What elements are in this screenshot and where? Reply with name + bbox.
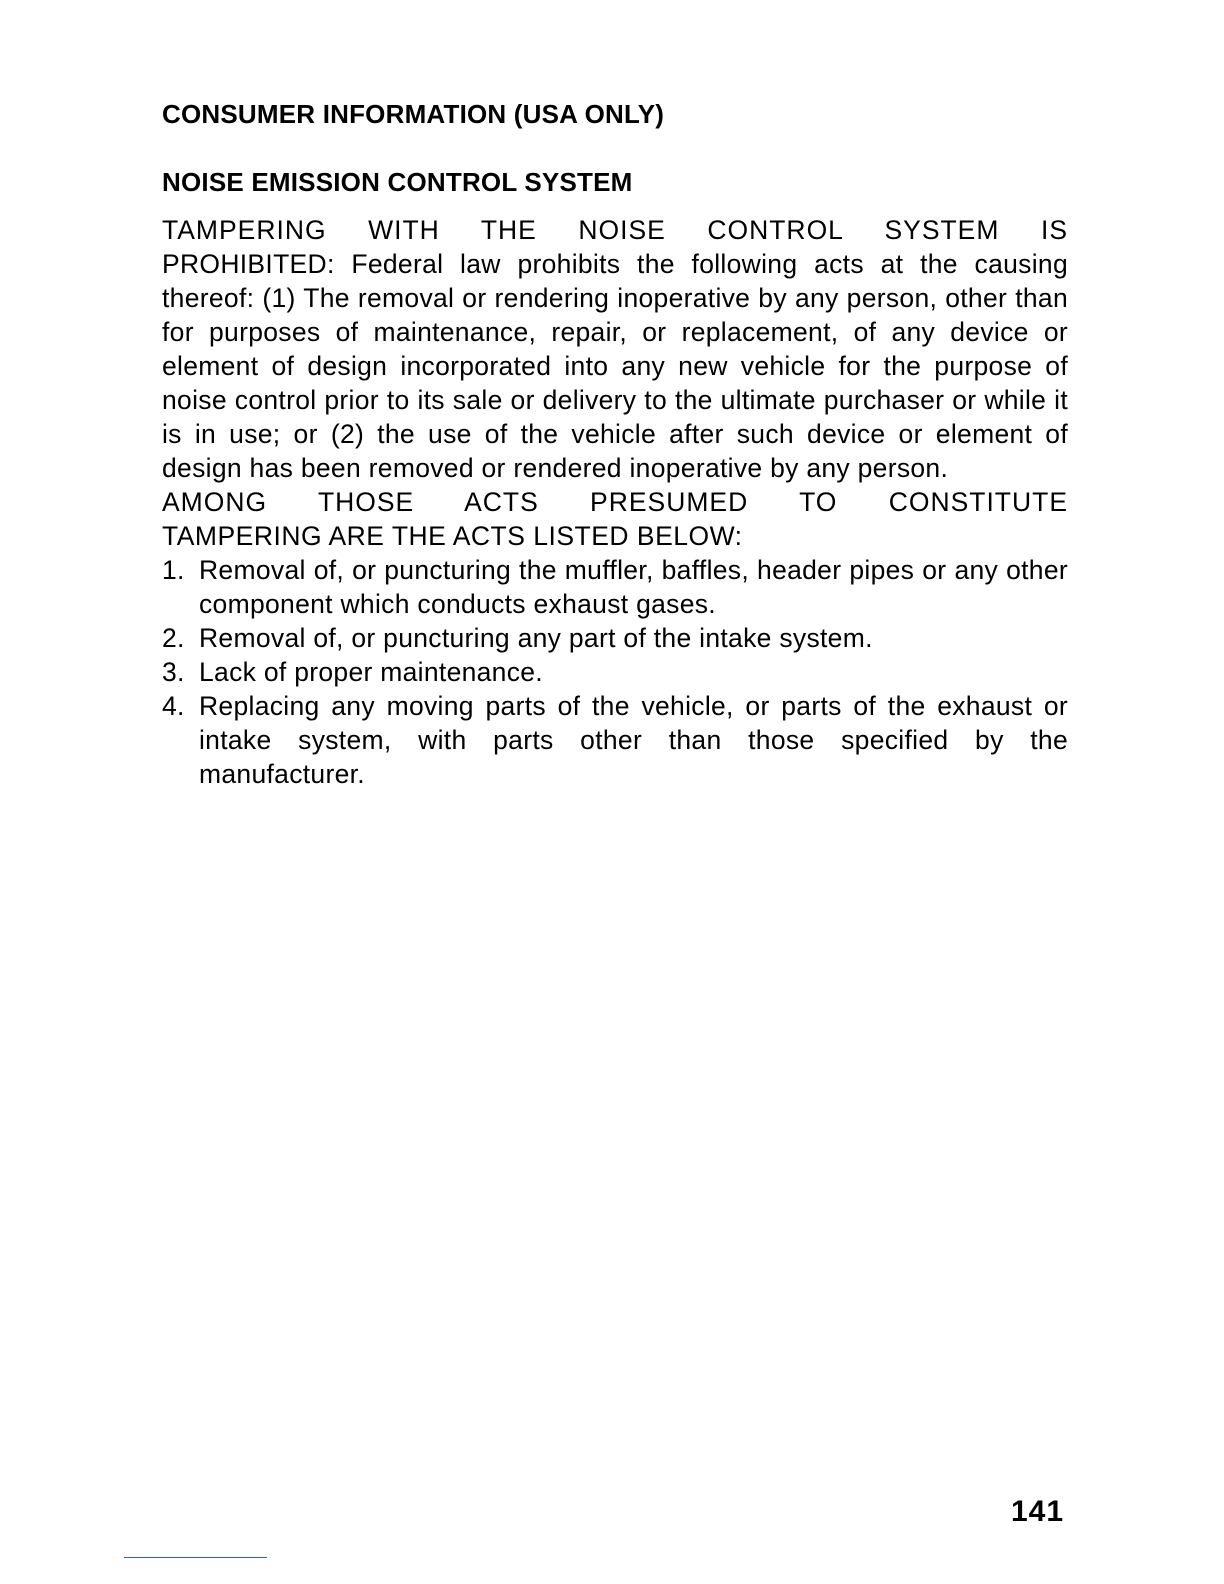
list-item-number: 2.	[162, 623, 185, 653]
tampering-lead-line: TAMPERING WITH THE NOISE CONTROL SYSTEM IS	[162, 215, 1068, 245]
noise-control-text	[162, 213, 1068, 791]
list-item	[162, 621, 1068, 655]
federal-law-paragraph: PROHIBITED: Federal law prohibits the following acts at the causing thereof: (1) The removal or rendering inoperative by any person, other than for purposes of maintenance, repair, or replacement, of any device or element of design incorporated into any new vehicle for the purpose of noise control prior to its sale or delivery to the ultimate purchaser or while it is in use; or (2) the use of the vehicle after such device or element of design has been removed or rendered inoperative by any person.	[162, 249, 1068, 483]
section-heading: CONSUMER INFORMATION (USA ONLY)	[162, 99, 665, 129]
list-item-text: Replacing any moving parts of the vehicle, or parts of the exhaust or intake system, with parts other than those specified by the manufacturer.	[199, 691, 1068, 789]
acts-intro-line-1: AMONG THOSE ACTS PRESUMED TO CONSTITUTE	[162, 487, 1068, 517]
tampering-acts-list	[162, 553, 1068, 791]
footer-rule	[124, 1557, 267, 1558]
list-item	[162, 553, 1068, 621]
list-item-text: Removal of, or puncturing any part of the intake system.	[199, 623, 873, 653]
page-number: 141	[1011, 1495, 1065, 1528]
acts-intro-line-2: TAMPERING ARE THE ACTS LISTED BELOW:	[162, 521, 743, 551]
list-item-text: Removal of, or puncturing the muffler, baffles, header pipes or any other component which conducts exhaust gases.	[199, 555, 1068, 619]
subsection-heading: NOISE EMISSION CONTROL SYSTEM	[162, 167, 633, 197]
list-item	[162, 655, 1068, 689]
list-item-number: 4.	[162, 691, 185, 721]
list-item-number: 3.	[162, 657, 185, 687]
list-item-number: 1.	[162, 555, 185, 585]
list-item-text: Lack of proper maintenance.	[199, 657, 543, 687]
list-item	[162, 689, 1068, 791]
